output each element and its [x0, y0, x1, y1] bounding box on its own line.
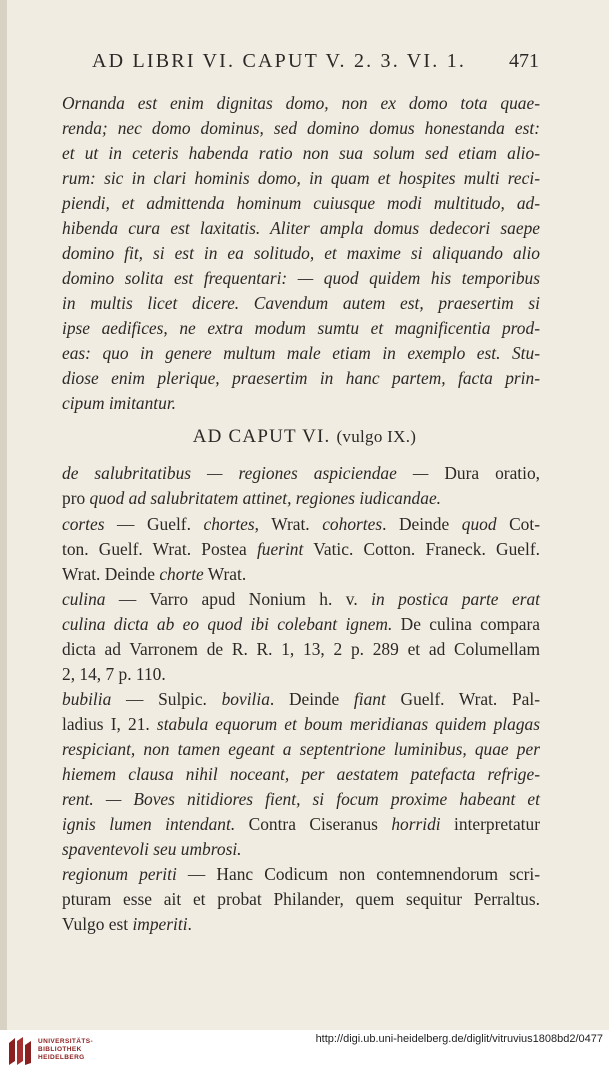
page-number: 471	[509, 50, 539, 72]
text-line: cipum imitantur.	[62, 393, 177, 413]
note-line: culina — Varro apud Nonium h. v. in postica parte erat	[62, 589, 540, 609]
lemma: bubilia	[62, 689, 112, 709]
note-line: ignis lumen intendant. Contra Ciseranus horridi interpretatur	[62, 814, 540, 834]
lemma: de salubritatibus — regiones aspiciendae —	[62, 463, 429, 483]
note-line: culina dicta ab eo quod ibi colebant ignem. De culina compara	[62, 614, 540, 634]
viewer-footer	[0, 1030, 609, 1072]
lemma: cortes	[62, 514, 105, 534]
text-line: renda; nec domo dominus, sed domino domus honestanda est:	[62, 118, 540, 138]
page-edge	[0, 0, 7, 1030]
text-line: rum: sic in clari hominis domo, in quam et hospites multi reci-	[62, 168, 540, 188]
note-line: regionum periti — Hanc Codicum non contemnendorum scri-	[62, 864, 540, 884]
source-url-link[interactable]: http://digi.ub.uni-heidelberg.de/diglit/vitruvius1808bd2/0477	[315, 1033, 603, 1045]
lemma: culina	[62, 589, 106, 609]
running-title: AD LIBRI VI. CAPUT V. 2. 3. VI. 1.	[92, 50, 467, 72]
note-line: pro quod ad salubritatem attinet, regiones iudicandae.	[62, 488, 442, 508]
note-line: cortes — Guelf. chortes, Wrat. cohortes. Deinde quod Cot-	[62, 514, 541, 534]
text-line: et ut in ceteris habenda ratio non sua solum sed etiam alio-	[62, 143, 540, 163]
note-line: bubilia — Sulpic. bovilia. Deinde fiant Guelf. Wrat. Pal-	[62, 689, 541, 709]
note-line: hiemem clausa nihil noceant, per aestatem patefacta refrige-	[62, 764, 540, 784]
note-line: de salubritatibus — regiones aspiciendae — Dura oratio,	[62, 463, 540, 483]
text-line: domino fit, si est in ea solitudo, et maxime si aliquando alio	[62, 243, 540, 263]
text-line: ipse aedifices, ne extra modum sumtu et magnificentia prod-	[62, 318, 540, 338]
library-name: UNIVERSITÄTS- BIBLIOTHEK HEIDELBERG	[38, 1038, 94, 1061]
note-line: ladius I, 21. stabula equorum et boum meridianas quidem plagas	[62, 714, 540, 734]
text-line: Ornanda est enim dignitas domo, non ex domo tota quae-	[62, 93, 540, 113]
note-line: rent. — Boves nitidiores fient, si focum proxime habeant et	[62, 789, 540, 809]
note-line: 2, 14, 7 p. 110.	[62, 664, 166, 684]
note-line: respiciant, non tamen egeant a septentrione luminibus, quae per	[62, 739, 540, 759]
note-line: spaventevoli seu umbrosi.	[62, 839, 242, 859]
section-heading	[0, 426, 609, 452]
text-line: piendi, et admittenda hominum cuiusque modi multitudo, ad-	[62, 193, 540, 213]
running-header	[0, 48, 609, 76]
note-line: dicta ad Varronem de R. R. 1, 13, 2 p. 289 et ad Columellam	[62, 639, 540, 659]
lemma: regionum periti	[62, 864, 177, 884]
section-heading-variant: (vulgo IX.)	[336, 427, 417, 446]
note-line: Wrat. Deinde chorte Wrat.	[62, 564, 247, 584]
note-line: Vulgo est imperiti.	[62, 914, 192, 934]
text-line: in multis licet dicere. Cavendum autem est, praesertim si	[62, 293, 540, 313]
section-heading-title: AD CAPUT VI.	[192, 426, 331, 447]
text-line: diose enim plerique, praesertim in hanc partem, facta prin-	[62, 368, 540, 388]
library-logo-icon	[6, 1035, 34, 1067]
text-line: domino solita est frequentari: — quod quidem his temporibus	[62, 268, 540, 288]
note-line: pturam esse ait et probat Philander, quem sequitur Perraltus.	[62, 889, 540, 909]
note-line: ton. Guelf. Wrat. Postea fuerint Vatic. Cotton. Franeck. Guelf.	[62, 539, 540, 559]
text-line: eas: quo in genere multum male etiam in exemplo est. Stu-	[62, 343, 540, 363]
text-line: hibenda cura est laxitatis. Aliter ampla domus dedecori saepe	[62, 218, 540, 238]
